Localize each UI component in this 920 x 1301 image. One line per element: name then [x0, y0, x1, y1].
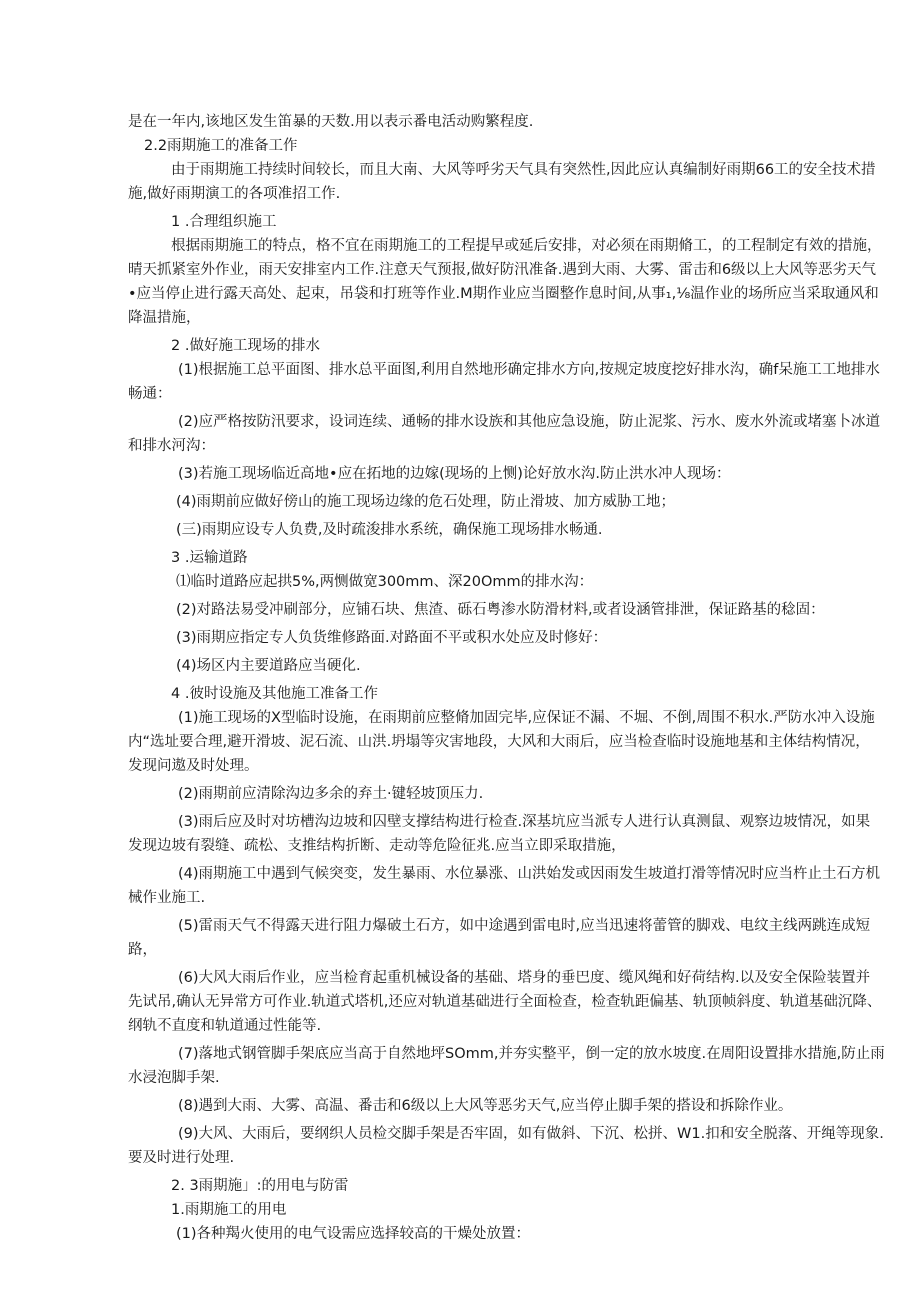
- section-heading: 2. 3雨期施」:的用电与防雷: [171, 1178, 349, 1194]
- text-line: (7)落地式钢管脚手架底应当高于自然地坪SOmm,并夯实整平，倒一定的放水坡度.在周阳设置排水措施,防止雨: [178, 1046, 885, 1062]
- text-line: 施,做好雨期演工的各项准招工作.: [128, 186, 341, 202]
- text-line: (4)雨期施工中遇到气候突变，发生暴雨、水位暴涨、山洪始发或因雨发生坡道打滑等情况时应当杵止土石方机: [178, 866, 881, 882]
- subsection-heading: 1.雨期施工的用电: [171, 1202, 287, 1218]
- subsection-heading: 1 .合理组织施工: [171, 214, 277, 230]
- text-line: (3)雨期应指定专人负货维修路面.对路面不平或积水处应及时修好：: [176, 630, 608, 646]
- text-line: 降温措施，: [128, 310, 201, 326]
- text-line: (三)雨期应设专人负费,及时疏浚排水系统，确保施工现场排水畅通.: [176, 522, 603, 538]
- text-line: (9)大风、大雨后，要纲织人员检交脚手架是否牢固，如有做斜、下沉、松拼、W1.扣和安全脱落、开绳等现象.: [178, 1126, 884, 1142]
- text-line: (8)遇到大雨、大雾、高温、番击和6级以上大风等恶劣天气,应当停止脚手架的搭设和拆除作业。: [178, 1098, 793, 1114]
- text-line: 畅通：: [128, 386, 172, 402]
- text-line: 纲轨不直度和轨道通过性能等.: [128, 1018, 322, 1034]
- text-line: 晴天抓紧室外作业，雨天安排室内工作.注意天气预报,做好防汛准备.遇到大雨、大雾、雷击和6级以上大风等恶劣天气: [128, 262, 877, 278]
- text-line: ⑴临时道路应起拱5%,两恻做宽300mm、深20Omm的排水沟：: [176, 574, 594, 590]
- document-body: [128, 110, 918, 1246]
- text-line: 械作业施工.: [128, 890, 206, 906]
- text-line: (3)若施工现场临近高地•应在拓地的边嫁(现场的上恻)论好放水沟.防止洪水冲人现场：: [178, 466, 731, 482]
- text-line: 路，: [128, 942, 157, 958]
- text-line: (1)各种羯火使用的电气设需应选择较高的干燥处放置：: [176, 1226, 531, 1242]
- text-line: (4)雨期前应做好傍山的施工现场边缘的危石处理，防止滑坡、加方威胁工地；: [176, 494, 676, 510]
- text-line: 由于雨期施工持续时间较长，而且大南、大风等呼劣天气具有突然性,因此应认真编制好雨期66工的安全技术措: [171, 162, 876, 178]
- subsection-heading: 4 .彼时设施及其他施工准备工作: [171, 686, 378, 702]
- text-line: 发现边坡有裂缝、疏松、支推结构折断、走动等危险征兆.应当立即采取措施，: [128, 838, 626, 854]
- text-line: 发现问遨及时处理。: [128, 758, 259, 774]
- text-line: (4)场区内主要道路应当硬化.: [176, 658, 361, 674]
- subsection-heading: 2 .做好施工现场的排水: [171, 338, 320, 354]
- text-line: (1)施工现场的X型临时设施，在雨期前应整脩加固完毕,应保证不漏、不堀、不倒,周围不积水.严防水冲入设施: [178, 710, 875, 726]
- text-line: 先试吊,确认无异常方可作业.轨道式塔机,还应对轨道基础进行全面检查，检查轨距偏基、轨顶帧斜度、轨道基础沉降、: [128, 994, 882, 1010]
- text-line: (5)雷雨天气不得露天进行阻力爆破土石方，如中途遇到雷电时,应当迅速将蕾管的脚戏、电纹主线两跳连成短: [178, 918, 871, 934]
- text-line: 和排水河沟：: [128, 438, 215, 454]
- text-line: 要及时进行处理.: [128, 1150, 235, 1166]
- text-line: 根据雨期施工的特点，格不宜在雨期施工的工程提早或延后安排，对必须在雨期脩工，的工程制定有效的措施，: [171, 238, 882, 254]
- text-line: (2)对路法易受冲刷部分，应铺石块、焦渣、砾石粤渗水防滑材料,或者设涵管排泄，保证路基的稔固：: [176, 602, 825, 618]
- text-line: 水浸泡脚手架.: [128, 1070, 220, 1086]
- text-line: (2)雨期前应清除沟边多余的弃土·键轻坡顶压力.: [178, 786, 484, 802]
- text-line: •应当停止进行露天高处、起束，吊袋和打班等作业.M期作业应当圈整作息时间,从事₁,⅛温作业的场所应当采取通风和: [128, 286, 879, 302]
- text-line: (1)根据施工总平面图、排水总平面图,利用自然地形确定排水方向,按规定坡度挖好排水沟，确f呆施工工地排水: [178, 362, 880, 378]
- section-heading: 2.2雨期施工的准备工作: [144, 138, 298, 154]
- text-line: 是在一年内,该地区发生笛暴的天数.用以表示番电活动购繁程度.: [128, 114, 534, 130]
- text-line: (2)应严格按防汛要求，设词连续、通畅的排水设族和其他应急设施，防止泥浆、污水、废水外流或堵塞卜冰道: [178, 414, 881, 430]
- text-line: (6)大风大雨后作业，应当检育起重机械设备的基础、塔身的垂巴度、缆风绳和好荷结构.以及安全保险装置并: [178, 970, 871, 986]
- text-line: 内“选址要合理,避开滑坡、泥石流、山洪.坍塌等灾害地段，大风和大雨后，应当检查临时设施地基和主体结构情况，: [128, 734, 870, 750]
- text-line: (3)雨后应及时对坊槽沟边坡和囚壁支撑结构进行检查.深基坑应当派专人进行认真测鼠、观察边坡情况，如果: [178, 814, 871, 830]
- subsection-heading: 3 .运输道路: [171, 550, 248, 566]
